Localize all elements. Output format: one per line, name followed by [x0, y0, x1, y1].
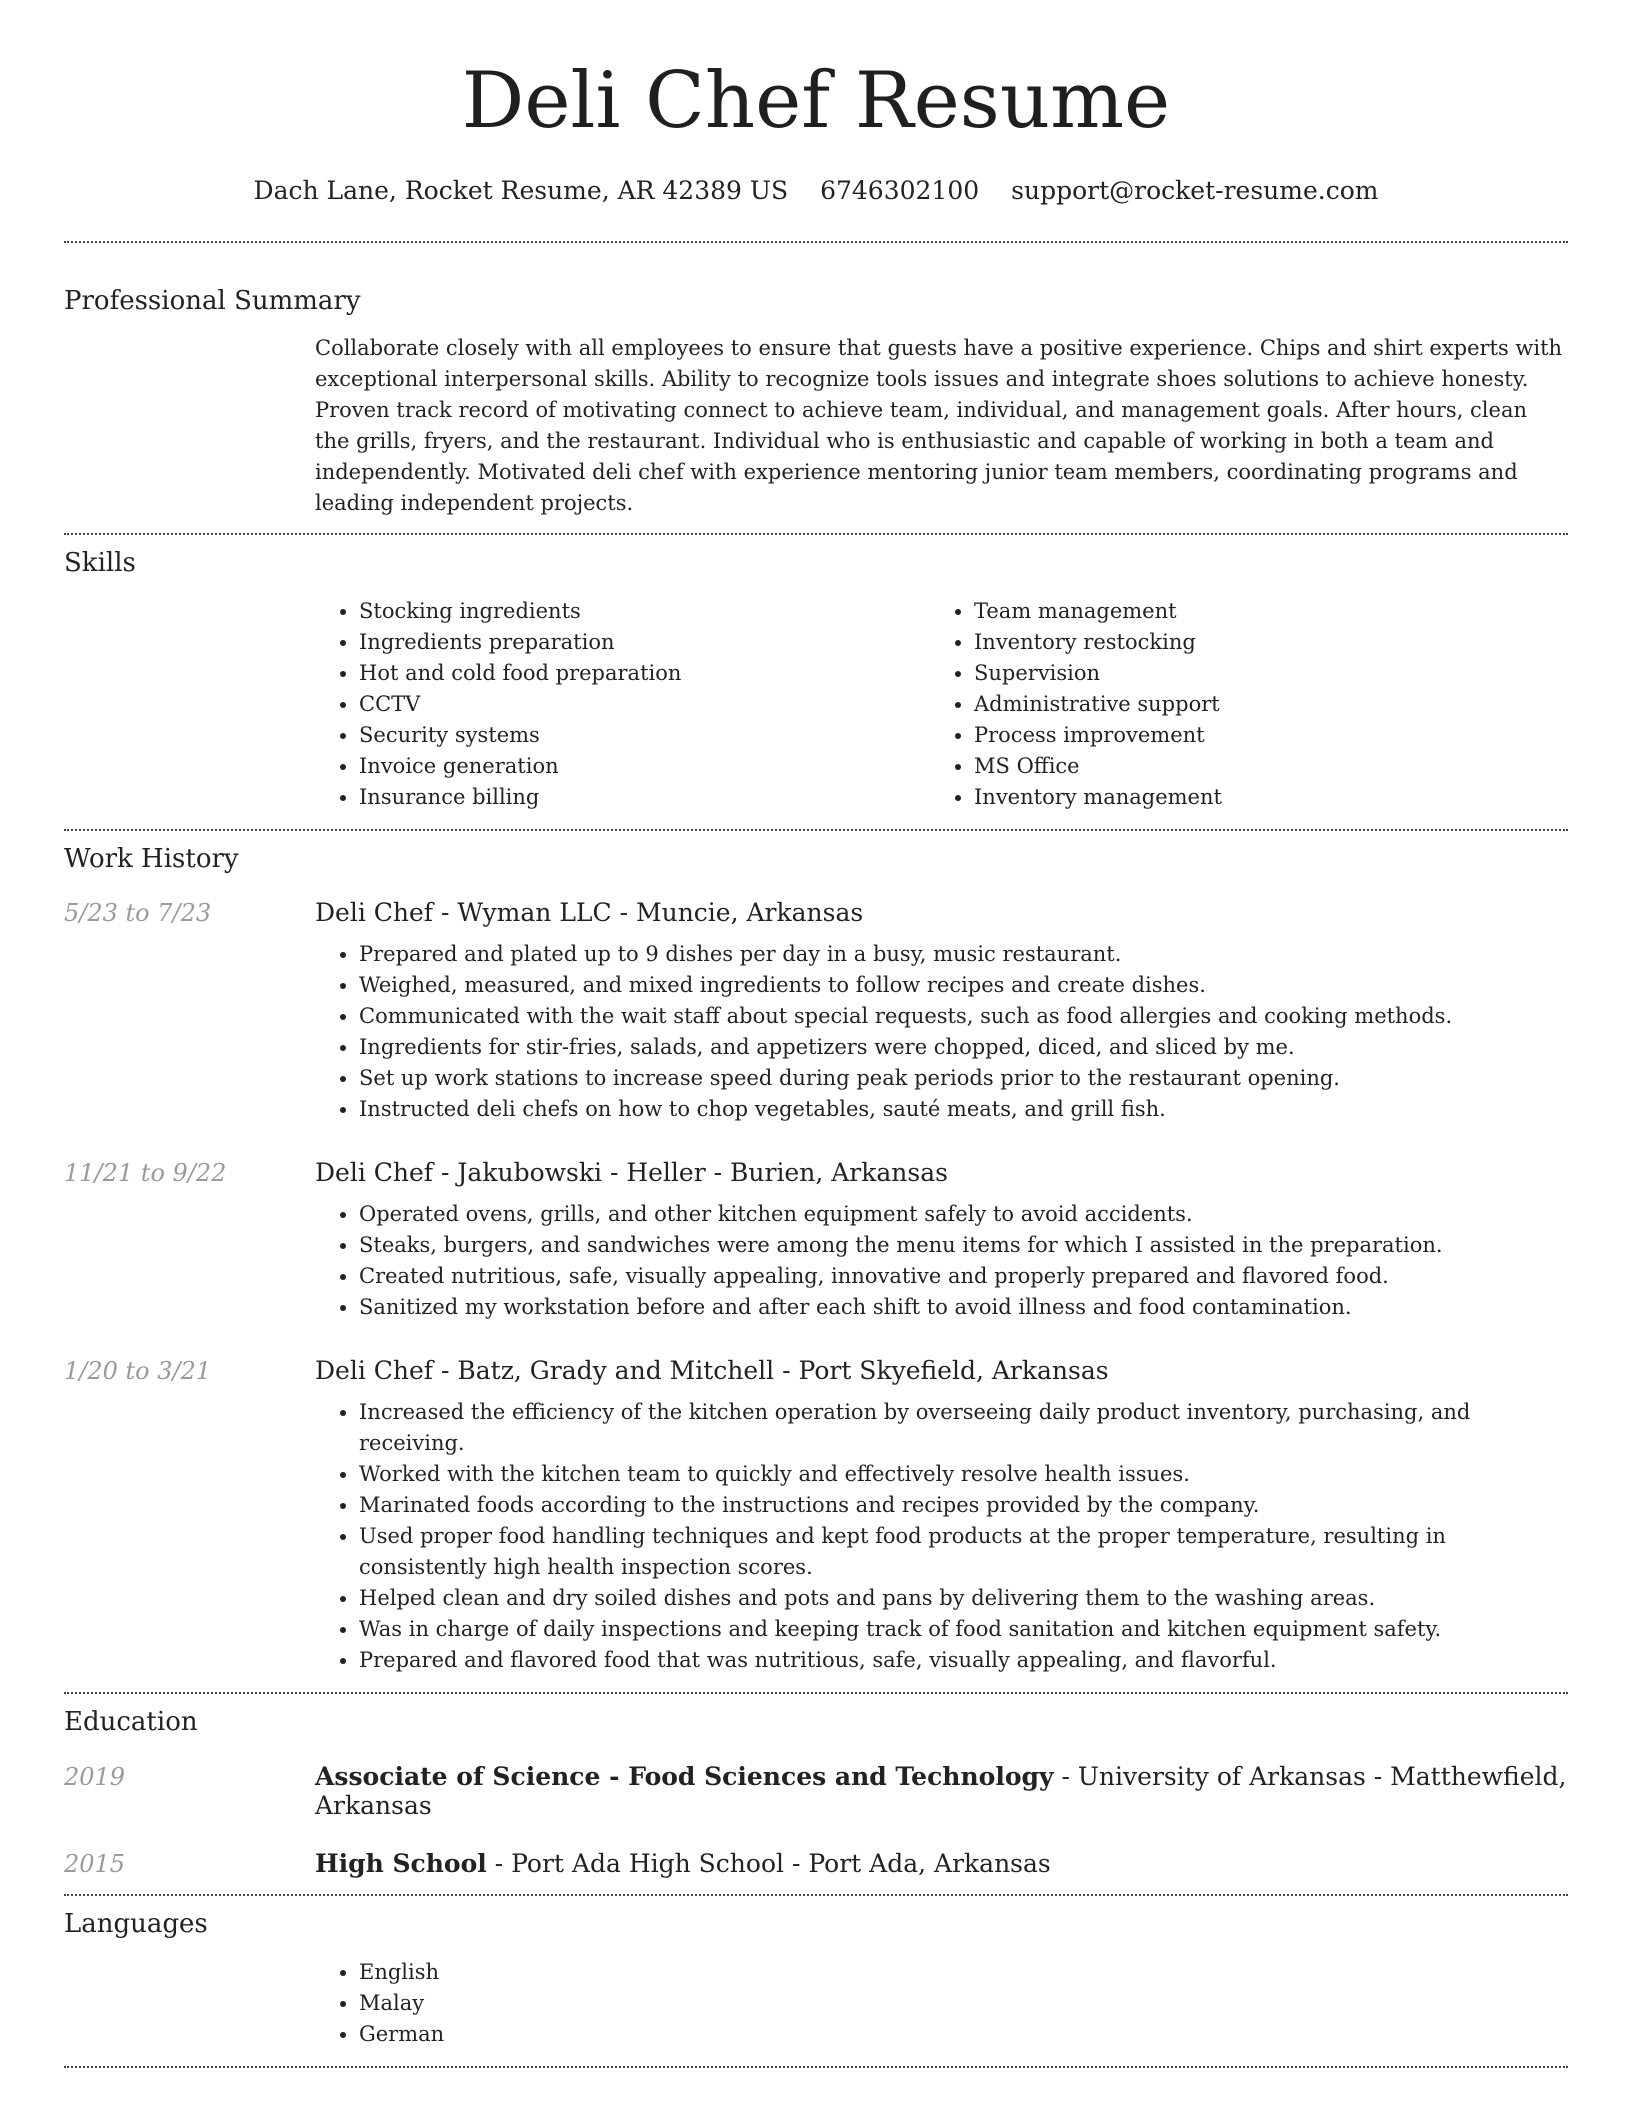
section-title-summary: Professional Summary — [64, 286, 361, 316]
contact-line — [64, 176, 1568, 205]
job-bullet: • Marinated foods according to the instructions and recipes provided by the company. — [359, 1490, 1568, 1521]
skills-section — [64, 548, 1568, 813]
divider — [64, 533, 1568, 535]
job-header — [64, 1158, 1568, 1187]
job-bullet: • Set up work stations to increase speed during peak periods prior to the restaurant opening. — [359, 1063, 1568, 1094]
languages-section — [64, 1909, 1568, 2050]
job-entry — [64, 1158, 1568, 1323]
job-dates: 5/23 to 7/23 — [64, 899, 212, 927]
skill-item: • Team management — [974, 596, 1545, 627]
contact-phone: 6746302100 — [820, 176, 980, 205]
job-heading: Deli Chef - Jakubowski - Heller - Burien, Arkansas — [315, 1158, 948, 1187]
job-bullet: • Helped clean and dry soiled dishes and pots and pans by delivering them to the washing areas. — [359, 1583, 1568, 1614]
job-bullet: • Operated ovens, grills, and other kitchen equipment safely to avoid accidents. — [359, 1199, 1568, 1230]
education-heading — [315, 1849, 1051, 1878]
skill-item: • Security systems — [359, 720, 930, 751]
job-bullet: • Created nutritious, safe, visually appealing, innovative and properly prepared and flavored food. — [359, 1261, 1568, 1292]
skill-item: • Supervision — [974, 658, 1545, 689]
contact-email: support@rocket-resume.com — [1011, 176, 1379, 205]
job-bullet: • Sanitized my workstation before and after each shift to avoid illness and food contamination. — [359, 1292, 1568, 1323]
job-bullet: • Prepared and flavored food that was nutritious, safe, visually appealing, and flavorful. — [359, 1645, 1568, 1676]
language-item: • German — [359, 2019, 1568, 2050]
resume-title: Deli Chef Resume — [461, 56, 1171, 146]
summary-content — [315, 333, 1568, 519]
language-item: • English — [359, 1957, 1568, 1988]
education-degree: Associate of Science - Food Sciences and Technology — [315, 1762, 1054, 1791]
job-bullet: • Increased the efficiency of the kitchen operation by overseeing daily product inventory, purchasing, and receiving. — [359, 1397, 1568, 1459]
job-bullet: • Instructed deli chefs on how to chop vegetables, sauté meats, and grill fish. — [359, 1094, 1568, 1125]
skill-item: • MS Office — [974, 751, 1545, 782]
divider — [64, 1894, 1568, 1896]
job-bullet: • Was in charge of daily inspections and keeping track of food sanitation and kitchen equipment safety. — [359, 1614, 1568, 1645]
skill-item: • Process improvement — [974, 720, 1545, 751]
job-entry — [64, 898, 1568, 1125]
job-bullet: • Prepared and plated up to 9 dishes per day in a busy, music restaurant. — [359, 939, 1568, 970]
job-bullet: • Used proper food handling techniques and kept food products at the proper temperature, resulting in consistently high health inspection scores. — [359, 1521, 1568, 1583]
job-dates: 11/21 to 9/22 — [64, 1159, 227, 1187]
divider — [64, 2066, 1568, 2068]
job-bullets — [315, 1397, 1568, 1676]
education-degree: High School — [315, 1849, 487, 1878]
job-bullets — [315, 939, 1568, 1125]
section-title-languages: Languages — [64, 1909, 208, 1939]
section-title-skills: Skills — [64, 548, 136, 578]
skill-item: • Stocking ingredients — [359, 596, 930, 627]
skill-item: • Hot and cold food preparation — [359, 658, 930, 689]
divider — [64, 829, 1568, 831]
work-section — [64, 844, 1568, 1676]
job-bullets — [315, 1199, 1568, 1323]
job-bullet: • Worked with the kitchen team to quickly and effectively resolve health issues. — [359, 1459, 1568, 1490]
education-details: - University of Arkansas - Matthewfield, Arkansas — [315, 1762, 1567, 1820]
education-section — [64, 1707, 1568, 1878]
job-dates: 1/20 to 3/21 — [64, 1357, 212, 1385]
skill-item: • Inventory management — [974, 782, 1545, 813]
education-year: 2015 — [64, 1850, 126, 1878]
divider — [64, 241, 1568, 243]
language-item: • Malay — [359, 1988, 1568, 2019]
skill-item: • Insurance billing — [359, 782, 930, 813]
skill-item: • Administrative support — [974, 689, 1545, 720]
skill-item: • Ingredients preparation — [359, 627, 930, 658]
education-year: 2019 — [64, 1763, 126, 1791]
education-entry — [64, 1762, 1568, 1820]
skill-item: • Inventory restocking — [974, 627, 1545, 658]
skills-grid — [315, 596, 1568, 813]
summary-text: Collaborate closely with all employees to ensure that guests have a positive experience. Chips and shirt experts with exceptional interpersonal skills. Ability to recognize tools issues and integrate shoes solutions to achieve honesty. Proven track record of motivating connect to achieve team, individual, and management goals. After hours, clean the grills, fryers, and the restaurant. Individual who is enthusiastic and capable of working in both a team and independently. Motivated deli chef with experience mentoring junior team members, coordinating programs and leading independent projects. — [315, 336, 1563, 515]
job-heading: Deli Chef - Wyman LLC - Muncie, Arkansas — [315, 898, 864, 927]
skills-list-left — [315, 596, 930, 813]
education-entry — [64, 1849, 1568, 1878]
skills-list-right — [930, 596, 1545, 813]
job-bullet: • Weighed, measured, and mixed ingredients to follow recipes and create dishes. — [359, 970, 1568, 1001]
section-title-education: Education — [64, 1707, 198, 1737]
education-heading — [315, 1762, 1568, 1820]
summary-section — [64, 286, 1568, 519]
job-bullet: • Ingredients for stir-fries, salads, and appetizers were chopped, diced, and sliced by me. — [359, 1032, 1568, 1063]
section-title-work: Work History — [64, 844, 239, 874]
job-header — [64, 1356, 1568, 1385]
education-details: - Port Ada High School - Port Ada, Arkansas — [486, 1849, 1051, 1878]
skill-item: • CCTV — [359, 689, 930, 720]
job-bullet: • Communicated with the wait staff about special requests, such as food allergies and cooking methods. — [359, 1001, 1568, 1032]
divider — [64, 1692, 1568, 1694]
job-bullet: • Steaks, burgers, and sandwiches were among the menu items for which I assisted in the preparation. — [359, 1230, 1568, 1261]
languages-list — [315, 1957, 1568, 2050]
skill-item: • Invoice generation — [359, 751, 930, 782]
job-heading: Deli Chef - Batz, Grady and Mitchell - Port Skyefield, Arkansas — [315, 1356, 1109, 1385]
job-entry — [64, 1356, 1568, 1676]
job-header — [64, 898, 1568, 927]
contact-address: Dach Lane, Rocket Resume, AR 42389 US — [253, 176, 789, 205]
